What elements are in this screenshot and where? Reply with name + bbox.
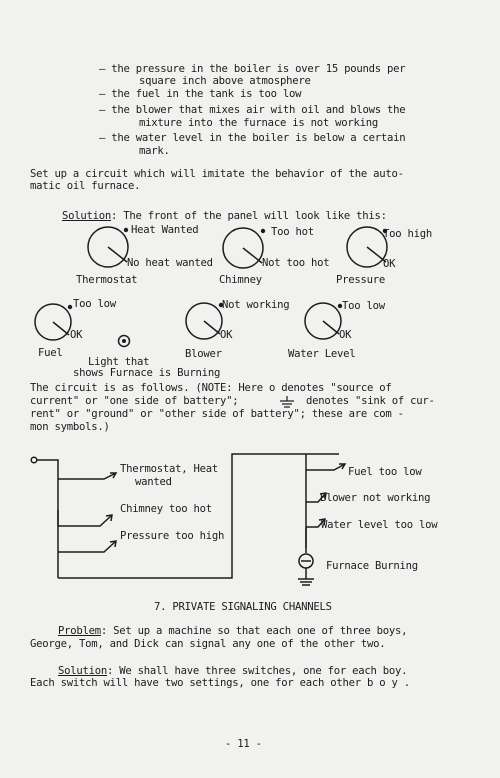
- solution2-line-2: Each switch will have two settings, one for each other b o y .: [30, 677, 410, 689]
- solution2-text-1: : We shall have three switches, one for each boy.: [107, 665, 408, 677]
- water-level-bottom-label: OK: [339, 329, 352, 341]
- water-level-name: Water Level: [288, 348, 356, 360]
- chimney-name: Chimney: [219, 274, 262, 286]
- water-level-top-label: Too low: [342, 300, 385, 312]
- fuel-name: Fuel: [38, 347, 63, 359]
- circuit-label-pressure: Pressure too high: [120, 530, 225, 542]
- page-number: - 11 -: [225, 738, 262, 750]
- circuit-label-fuel: Fuel too low: [348, 466, 422, 478]
- condition-line-1: — the pressure in the boiler is over 15 pounds per: [99, 63, 406, 75]
- pressure-name: Pressure: [336, 274, 386, 286]
- circuit-label-thermostat-2: wanted: [135, 476, 172, 488]
- blower-bottom-label: OK: [220, 329, 233, 341]
- chimney-bottom-label: Not too hot: [262, 257, 330, 269]
- problem-line-2: George, Tom, and Dick can signal any one of the other two.: [30, 638, 386, 650]
- solution-text: : The front of the panel will look like this:: [111, 210, 387, 222]
- fuel-bottom-label: OK: [70, 329, 83, 341]
- circuit-label-furnace: Furnace Burning: [326, 560, 418, 572]
- condition-line-5: mixture into the furnace is not working: [139, 117, 378, 129]
- condition-line-2: square inch above atmosphere: [139, 75, 311, 87]
- task-line-1: Set up a circuit which will imitate the behavior of the auto-: [30, 168, 404, 180]
- solution-label: Solution: [62, 210, 112, 222]
- note-line-1: The circuit is as follows. (NOTE: Here o denotes "source of: [30, 382, 392, 394]
- thermostat-top-label: Heat Wanted: [131, 224, 199, 236]
- pressure-top-label: Too high: [383, 228, 433, 240]
- condition-line-4: — the blower that mixes air with oil and blows the: [99, 104, 406, 116]
- note-line-4: mon symbols.): [30, 421, 110, 433]
- condition-line-7: mark.: [139, 145, 170, 157]
- solution2-label: Solution: [58, 665, 108, 677]
- fuel-top-label: Too low: [73, 298, 116, 310]
- circuit-label-chimney: Chimney too hot: [120, 503, 212, 515]
- problem-label: Problem: [58, 625, 101, 637]
- condition-line-3: — the fuel in the tank is too low: [99, 88, 302, 100]
- circuit-label-water: Water level too low: [321, 519, 438, 531]
- task-line-2: matic oil furnace.: [30, 180, 141, 192]
- problem-line-1: [58, 625, 407, 638]
- light-label-line-1: Light that: [88, 356, 150, 368]
- pressure-bottom-label: OK: [383, 258, 396, 270]
- blower-name: Blower: [185, 348, 222, 360]
- note-line-2b: denotes "sink of cur-: [306, 395, 435, 407]
- chimney-top-label: Too hot: [271, 226, 314, 238]
- note-line-3: rent" or "ground" or "other side of battery"; these are com -: [30, 408, 404, 420]
- circuit-label-blower: Blower not working: [320, 492, 431, 504]
- blower-top-label: Not working: [222, 299, 290, 311]
- circuit-label-thermostat-1: Thermostat, Heat: [120, 463, 219, 475]
- note-line-2a: current" or "one side of battery";: [30, 395, 239, 407]
- condition-line-6: — the water level in the boiler is below a certain: [99, 132, 406, 144]
- light-label-line-2: shows Furnace is Burning: [73, 367, 221, 379]
- thermostat-bottom-label: No heat wanted: [127, 257, 213, 269]
- problem-text-1: : Set up a machine so that each one of three boys,: [100, 625, 408, 637]
- thermostat-name: Thermostat: [76, 274, 138, 286]
- section-title: 7. PRIVATE SIGNALING CHANNELS: [154, 601, 332, 613]
